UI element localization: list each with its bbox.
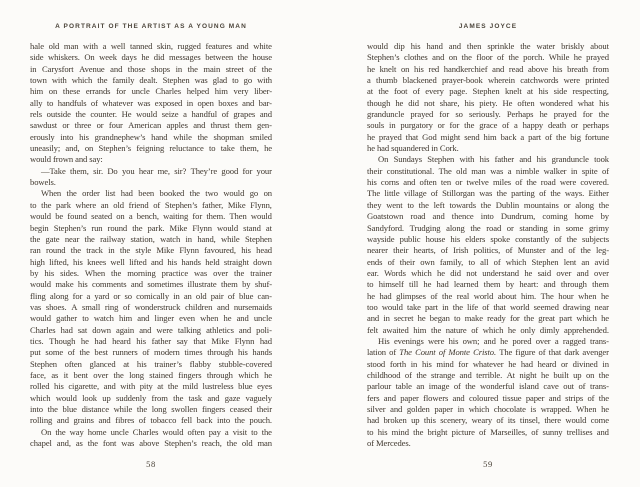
- text-line: hale old man with a well tanned skin, rugged features and white: [30, 41, 272, 51]
- text-line: ran round the track in the style Mike Flynn favoured, his head: [30, 245, 272, 256]
- text-line: to the park where an old friend of Stephen’s father, Mike Flynn,: [30, 199, 272, 210]
- text-line: lation of The Count of Monte Cristo. The figure of that dark avenger: [367, 347, 609, 358]
- text-line: felt awaited him the nature of which he only dimly apprehended.: [367, 324, 609, 335]
- text-line: The little village of Stillorgan was the parting of the ways. Either: [367, 188, 609, 199]
- text-line: fling along for a yard or so comically in an old pair of blue can-: [30, 290, 272, 301]
- text-line: On the way home uncle Charles would often pay a visit to the: [41, 426, 272, 437]
- text-line: bowels.: [30, 177, 56, 188]
- text-line: souls in purgatory or for the grace of a happy death or perhaps: [367, 120, 609, 131]
- text-line: face, as it bent over the long stained fingers through which he: [30, 369, 272, 380]
- text-line: at the foot of every page. Stephen knelt at his side respecting,: [367, 86, 609, 97]
- text-line: vas shoes. A small ring of wonderstruck children and nursemaids: [30, 301, 272, 312]
- text-line: would make his comments and sometimes illustrate them by shuf-: [30, 279, 272, 290]
- text-line: chapel and, as the font was above Stephen’s reach, the old man: [30, 438, 272, 449]
- text-line: begin Stephen’s run round the park. Mike Flynn would stand at: [30, 222, 272, 233]
- text-line: Goatstown road and thence into Dundrum, coming home by: [367, 211, 609, 222]
- running-header-book-title: A PORTRAIT OF THE ARTIST AS A YOUNG MAN: [55, 23, 247, 30]
- page-number-right: 59: [483, 459, 493, 469]
- text-line: town with which the family dealt. Stephen was glad to go with: [30, 75, 272, 86]
- text-line: to himself till he had learned them by heart: and through them: [367, 279, 609, 290]
- text-line: rels outside the counter. He would seize a handful of grapes and: [30, 109, 272, 120]
- text-line: would frown and say:: [30, 154, 103, 165]
- text-line: he had glimpses of the real world about him. The hour when he: [367, 290, 609, 301]
- text-line: childhood of the strange and terrible. At night he built up on the: [367, 369, 609, 380]
- text-line: in Carysfort Avenue and those shops in the main street of the: [30, 63, 272, 74]
- text-line: wayside public house his elders spoke constantly of the subjects: [367, 233, 609, 244]
- text-line: Stephen’s clothes and on the floor of the porch. While he prayed: [367, 52, 609, 63]
- text-line: him on these errands for uncle Charles helped him very liber-: [30, 86, 272, 97]
- text-line: too would take part in the life of that world seemed drawing near: [367, 301, 609, 312]
- text-line: would be found seated on a bench, waiting for them. Then would: [30, 211, 272, 222]
- text-line: his corns and often ten or twelve miles of the road were covered.: [367, 177, 609, 188]
- text-line: Stephen often glanced at his trainer’s flabby stubble-covered: [30, 358, 272, 369]
- right-page: [367, 0, 609, 487]
- text-line: would dip his hand and then sprinkle the water briskly about: [367, 41, 609, 51]
- running-header-author: JAMES JOYCE: [458, 23, 518, 30]
- text-line: the gate near the railway station, watch in hand, while Stephen: [30, 233, 272, 244]
- text-line: and in secret he began to make ready for the great part which he: [367, 313, 609, 324]
- left-page-body: [30, 41, 272, 449]
- text-line: a thumb blackened prayer-book wherein catchwords were printed: [367, 75, 609, 86]
- text-line: ends of their own family, to all of which Stephen lent an avid: [367, 256, 609, 267]
- text-line: by his sides. When the morning practice was over the trainer: [30, 267, 272, 278]
- text-line: their constitutional. The old man was a nimble walker in spite of: [367, 165, 609, 176]
- text-line: tics. Though he had heard his father say that Mike Flynn had: [30, 335, 272, 346]
- text-line: into the blue distance while the long swollen fingers ceased their: [30, 404, 272, 414]
- text-line: sawdust or three or four American apples and thrust them gen-: [30, 120, 272, 131]
- text-line: of Mercedes.: [367, 438, 411, 449]
- text-line: fers and paper flowers and coloured tissue paper and strips of the: [367, 392, 609, 403]
- text-line: On Sundays Stephen with his father and his granduncle took: [378, 154, 609, 165]
- page-number-left: 58: [146, 459, 156, 469]
- text-line: erously into his grandnephew’s hand while the shopman smiled: [30, 131, 272, 142]
- text-line: ear. Words which he did not understand he said over and over: [367, 267, 609, 278]
- text-line: nearer their hearts, of Irish politics, of Munster and of the leg-: [367, 245, 609, 256]
- text-line: ally to handfuls of whatever was exposed in open boxes and bar-: [30, 97, 272, 108]
- text-line: His evenings were his own; and he pored over a ragged trans-: [378, 335, 609, 346]
- text-line: they went to the left towards the Dublin mountains or along the: [367, 199, 609, 210]
- text-line: uneasily; and, on Stephen’s feigning reluctance to take them, he: [30, 143, 272, 154]
- text-line: had broken up this scenery, weary of its tinsel, there would come: [367, 415, 609, 426]
- text-line: to his mind the bright picture of Marseilles, of sunny trellises and: [367, 426, 609, 437]
- right-page-body: [367, 41, 609, 449]
- text-line: he prayed that God might send him back a part of the big fortune: [367, 131, 609, 142]
- text-line: side whiskers. On week days he did messages between the house: [30, 52, 272, 63]
- text-line: put some of the best runners of modern times through his hands: [30, 347, 272, 358]
- text-line: parlour table an image of the wonderful island cave out of trans-: [367, 381, 609, 392]
- text-line: silver and golden paper in which chocolate is wrapped. When he: [367, 404, 609, 414]
- text-line: he knelt on his red handkerchief and read above his breath from: [367, 63, 609, 74]
- text-line: high lifted, his knees well lifted and his hands held straight down: [30, 256, 272, 267]
- text-line: would gather to watch him and linger even when he and uncle: [30, 313, 272, 324]
- text-line: —Take them, sir. Do you hear me, sir? They’re good for your: [41, 165, 272, 176]
- text-line: he had squandered in Cork.: [367, 143, 459, 154]
- text-line: which would look up suddenly from the task and gaze vaguely: [30, 392, 272, 403]
- text-line: granduncle prayed for so seriously. Perhaps he prayed for the: [367, 109, 609, 120]
- text-line: rolling and grains and fibres of tobacco fell back into the pouch.: [30, 415, 272, 426]
- text-line: rolled his cigarette, and with pity at the mild lustreless blue eyes: [30, 381, 272, 392]
- text-line: stood forth in his mind for whatever he had heard or divined in: [367, 358, 609, 369]
- text-line: Charles had sat down again and were talking athletics and poli-: [30, 324, 272, 335]
- left-page: [30, 0, 272, 487]
- text-line: When the order list had been booked the two would go on: [41, 188, 272, 199]
- text-line: though he did not share, his piety. He often wondered what his: [367, 97, 609, 108]
- text-line: Sandyford. Trudging along the road or standing in some grimy: [367, 222, 609, 233]
